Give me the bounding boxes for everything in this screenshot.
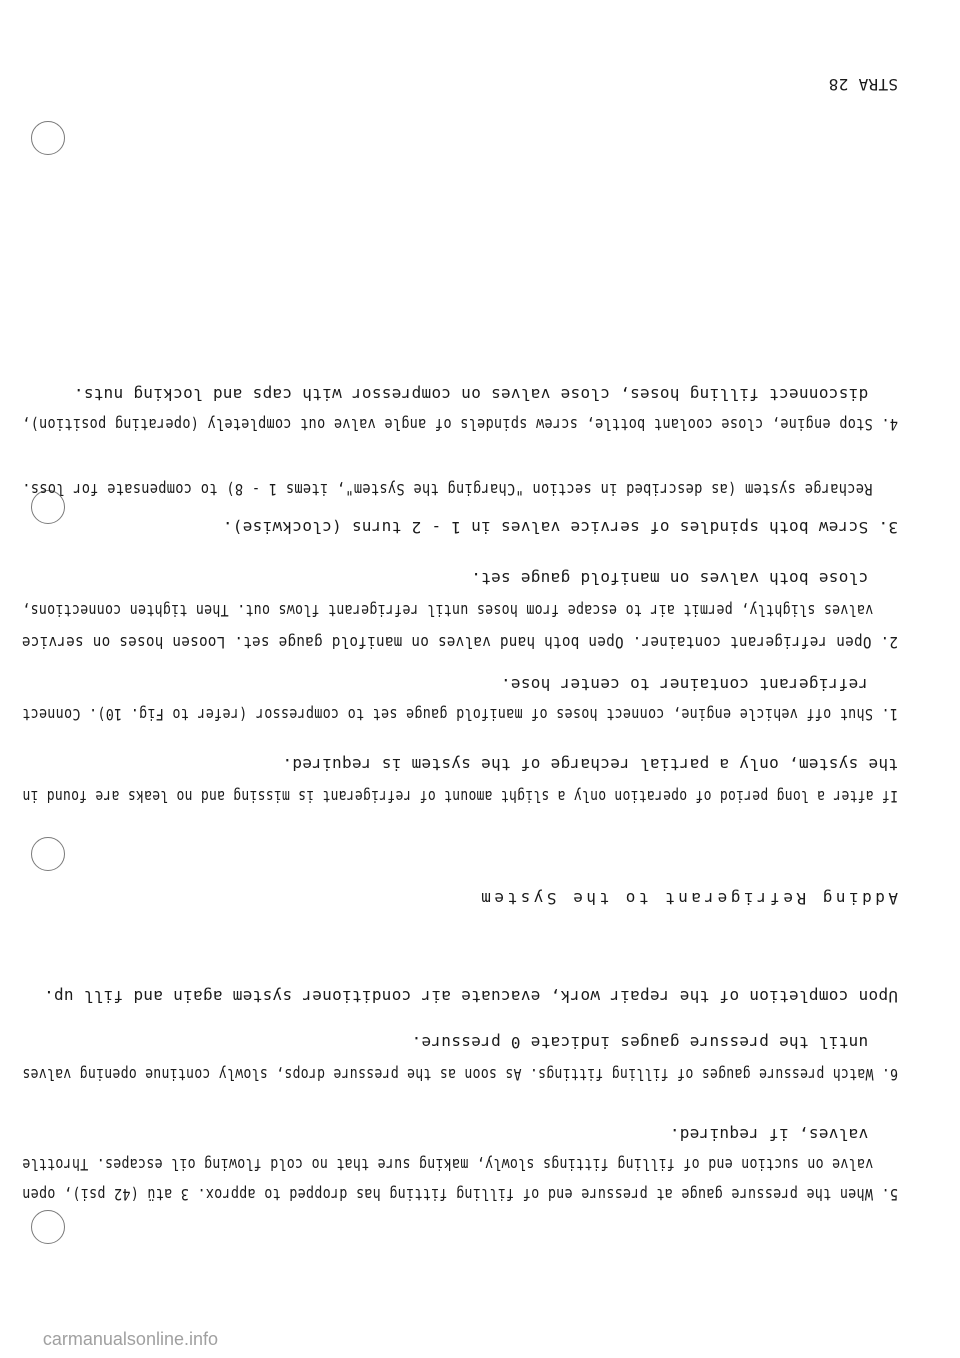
binder-hole-3 xyxy=(31,837,65,871)
intro-line-1: If after a long period of operation only a slight amount of refrigerant is missing and no leaks are found in xyxy=(22,787,898,806)
step-6-line-2: until the pressure gauges indicate 0 pressure. xyxy=(411,1033,898,1052)
step-3-line-2: Recharge system (as described in section "Charging the System", items 1 - 8) to compensate for loss. xyxy=(21,480,898,499)
step-2-line-1: 2. Open refrigerant container. Open both hand valves on manifold gauge set. Loosen hoses on service xyxy=(21,633,898,652)
step-2-line-3: close both valves on manifold gauge set. xyxy=(470,569,898,588)
step-1-line-1: 1. Shut off vehicle engine, connect hoses of manifold gauge set to compressor (refer to Fig. 10). Connect xyxy=(22,705,898,724)
step-5-line-3: valves, if required. xyxy=(669,1125,898,1144)
completion-line: Upon completion of the repair work, evacuate air conditioner system again and fill up. xyxy=(43,987,898,1006)
binder-hole-4 xyxy=(31,1210,65,1244)
binder-hole-1 xyxy=(31,121,65,155)
watermark: carmanualsonline.info xyxy=(42,1329,218,1349)
page-header: STRA 28 xyxy=(828,75,898,94)
step-4-line-1: 4. Stop engine, close coolant bottle, screw spindels of angle valve out completely (operating position), xyxy=(21,415,898,434)
section-heading: Adding Refrigerant to the System xyxy=(477,889,898,908)
step-6-line-1: 6. Watch pressure gauges of filling fittings. As soon as the pressure drops, slowly continue opening valves xyxy=(22,1065,898,1084)
step-4-line-2: disconnect filling hoses, close valves on compressor with caps and locking nuts. xyxy=(73,385,898,404)
step-1-line-2: refrigerant container to center hose. xyxy=(500,675,898,694)
step-5-line-2: valve on suction end of filling fittings slowly, making sure that no cold flowing oil escapes. Throttle xyxy=(22,1155,898,1174)
step-5-line-1: 5. When the pressure gauge at pressure end of filling fitting has dropped to approx. 3 atü (42 psi), open xyxy=(22,1185,898,1204)
intro-line-2: the system, only a partial recharge of the system is required. xyxy=(282,755,898,774)
step-3-line-1: 3. Screw both spindles of service valves in 1 - 2 turns (clockwise). xyxy=(222,518,898,537)
step-2-line-2: valves slightly, permit air to escape from hoses until refrigerant flows out. Then tighten connections, xyxy=(22,601,898,620)
